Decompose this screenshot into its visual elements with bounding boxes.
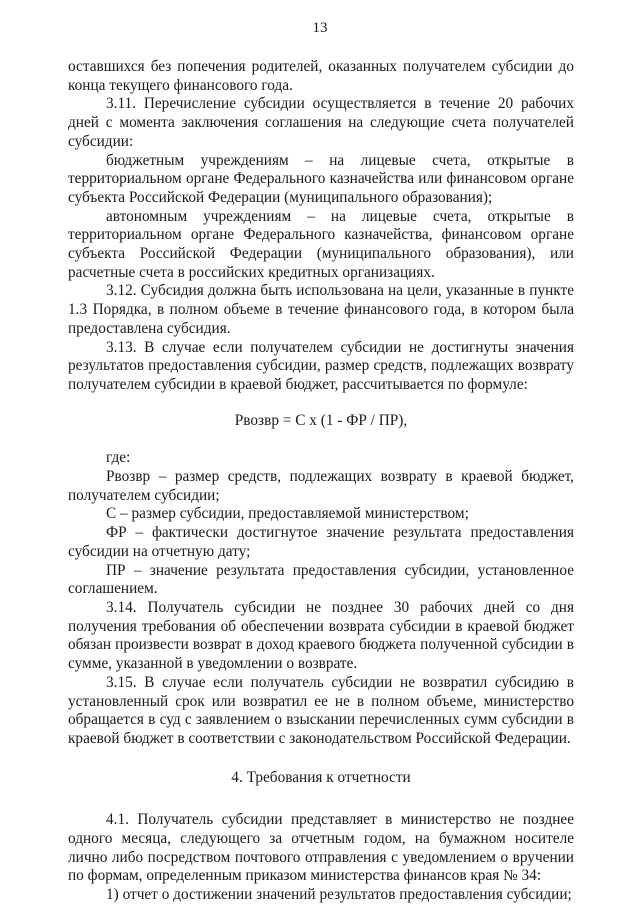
paragraph-3-13: 3.13. В случае если получателем субсидии не достигнуты значения результатов предоставления субсидии, размер средств, подлежащих возврату получателем субсидии в краевой бюджет, рассчитывается по формуле: (68, 338, 574, 393)
page-number: 13 (312, 20, 328, 36)
definition-fr: ФР – фактически достигнутое значение результата предоставления субсидии на отчетную дату; (68, 524, 574, 560)
where-label: где: (106, 449, 131, 467)
refund-formula: Рвозвр = С x (1 - ФР / ПР), (234, 411, 408, 429)
definition-pr: ПР – значение результата предоставления субсидии, установленное соглашением. (68, 561, 574, 598)
paragraph-3-11: 3.11. Перечисление субсидии осуществляется в течение 20 рабочих дней с момента заключения соглашения на следующие счета получателей субсидии: (68, 95, 574, 150)
paragraph-autonomous-institutions: автономным учреждениям – на лицевые счета, открытые в территориальном органе Федерального казначейства, финансовом органе субъекта Российской Федерации (муниципального образования), или расчетные счета в российских кредитных организациях. (68, 207, 574, 281)
section-heading: 4. Требования к отчетности (231, 768, 411, 786)
paragraph-continuation: оставшихся без попечения родителей, оказанных получателем субсидии до конца текущего финансового года. (68, 58, 574, 94)
definition-s: С – размер субсидии, предоставляемой министерством; (106, 505, 469, 523)
paragraph-3-14: 3.14. Получатель субсидии не позднее 30 рабочих дней со дня получения требования об обеспечении возврата субсидии в краевой бюджет обязан произвести возврат в доход краевого бюджета полученной субсидии в сумме, указанной в уведомлении о возврате. (68, 598, 574, 673)
list-item-report: 1) отчет о достижении значений результатов предоставления субсидии; (106, 886, 572, 904)
paragraph-budget-institutions: бюджетным учреждениям – на лицевые счета, открытые в территориальном органе Федерального казначейства или финансовом органе субъекта Российской Федерации (муниципального образования); (68, 151, 574, 206)
document-body (68, 58, 574, 905)
paragraph-3-15: 3.15. В случае если получатель субсидии не возвратил субсидию в установленный срок или возвратил ее не в полном объеме, министерство обращается в суд с заявлением о взыскании перечисленных сумм субсидии в краевой бюджет в соответствии с законодательством Российской Федерации. (68, 673, 574, 747)
paragraph-4-1: 4.1. Получатель субсидии представляет в министерство не позднее одного месяца, следующего за отчетным годом, на бумажном носителе лично либо посредством почтового отправления с уведомлением о вручении по формам, определенным приказом министерства финансов края № 34: (68, 811, 574, 885)
paragraph-3-12: 3.12. Субсидия должна быть использована на цели, указанные в пункте 1.3 Порядка, в полном объеме в течение финансового года, в котором была предоставлена субсидия. (68, 282, 574, 337)
definition-rvozvr: Рвозвр – размер средств, подлежащих возврату в краевой бюджет, получателем субсидии; (68, 468, 574, 504)
